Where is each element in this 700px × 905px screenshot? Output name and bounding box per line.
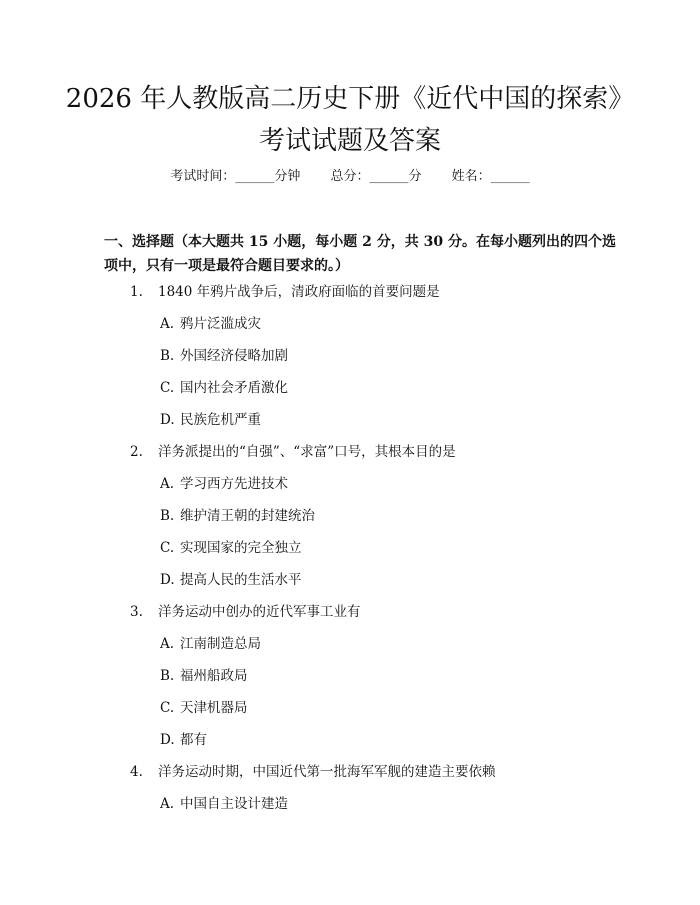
option-text: 都有 [180, 732, 207, 748]
option-text: 中国自主设计建造 [180, 796, 288, 812]
option-letter: D. [160, 732, 175, 748]
option-letter: D. [160, 572, 175, 588]
option-letter: A. [160, 316, 175, 332]
answer-option [160, 474, 288, 494]
answer-option [160, 506, 315, 526]
option-text: 江南制造总局 [180, 636, 261, 652]
option-text: 实现国家的完全独立 [180, 540, 302, 556]
total-score-label: 总分： [330, 169, 370, 184]
answer-option [160, 410, 261, 430]
total-score-field [330, 169, 421, 184]
answer-option [160, 634, 261, 654]
option-letter: C. [160, 700, 175, 716]
question-text: 洋务运动时期，中国近代第一批海军军舰的建造主要依赖 [158, 764, 496, 780]
option-text: 福州船政局 [180, 668, 248, 684]
option-letter: A. [160, 796, 175, 812]
answer-option [160, 666, 248, 686]
page-title: 2026 年人教版高二历史下册《近代中国的探索》考试试题及答案 [65, 84, 635, 156]
question-number: 4. [130, 764, 143, 780]
question-number: 2. [130, 444, 143, 460]
question-stem [130, 442, 456, 462]
question-number: 1. [130, 284, 143, 300]
answer-option [160, 794, 288, 814]
question-text: 洋务运动中创办的近代军事工业有 [158, 604, 361, 620]
answer-option [160, 698, 248, 718]
answer-option [160, 378, 288, 398]
name-blank: ______ [490, 169, 530, 184]
option-text: 民族危机严重 [180, 412, 261, 428]
exam-time-blank: ______分钟 [235, 169, 301, 184]
exam-meta [0, 167, 700, 187]
answer-option [160, 346, 288, 366]
question-stem [130, 762, 496, 782]
question-text: 1840 年鸦片战争后，清政府面临的首要问题是 [158, 284, 440, 300]
answer-option [160, 570, 302, 590]
answer-option [160, 314, 261, 334]
option-text: 鸦片泛滥成灾 [180, 316, 261, 332]
option-letter: B. [160, 668, 175, 684]
option-text: 学习西方先进技术 [180, 476, 288, 492]
option-text: 天津机器局 [180, 700, 248, 716]
exam-time-field [170, 169, 300, 184]
option-letter: B. [160, 508, 175, 524]
question-stem [130, 282, 440, 302]
answer-option [160, 730, 207, 750]
total-score-blank: ______分 [369, 169, 422, 184]
name-label: 姓名： [451, 169, 491, 184]
option-text: 国内社会矛盾激化 [180, 380, 288, 396]
exam-time-label: 考试时间： [170, 169, 236, 184]
option-letter: D. [160, 412, 175, 428]
question-number: 3. [130, 604, 143, 620]
section-heading: 一、选择题（本大题共 15 小题，每小题 2 分，共 30 分。在每小题列出的四个选项中，只有一项是最符合题目要求的。） [104, 234, 616, 274]
option-letter: C. [160, 380, 175, 396]
option-text: 外国经济侵略加剧 [180, 348, 288, 364]
name-field [452, 169, 530, 184]
question-text: 洋务派提出的“自强”、“求富”口号，其根本目的是 [158, 444, 456, 460]
option-letter: A. [160, 476, 175, 492]
option-text: 提高人民的生活水平 [180, 572, 302, 588]
option-letter: B. [160, 348, 175, 364]
answer-option [160, 538, 302, 558]
option-text: 维护清王朝的封建统治 [180, 508, 315, 524]
option-letter: C. [160, 540, 175, 556]
option-letter: A. [160, 636, 175, 652]
question-stem [130, 602, 361, 622]
